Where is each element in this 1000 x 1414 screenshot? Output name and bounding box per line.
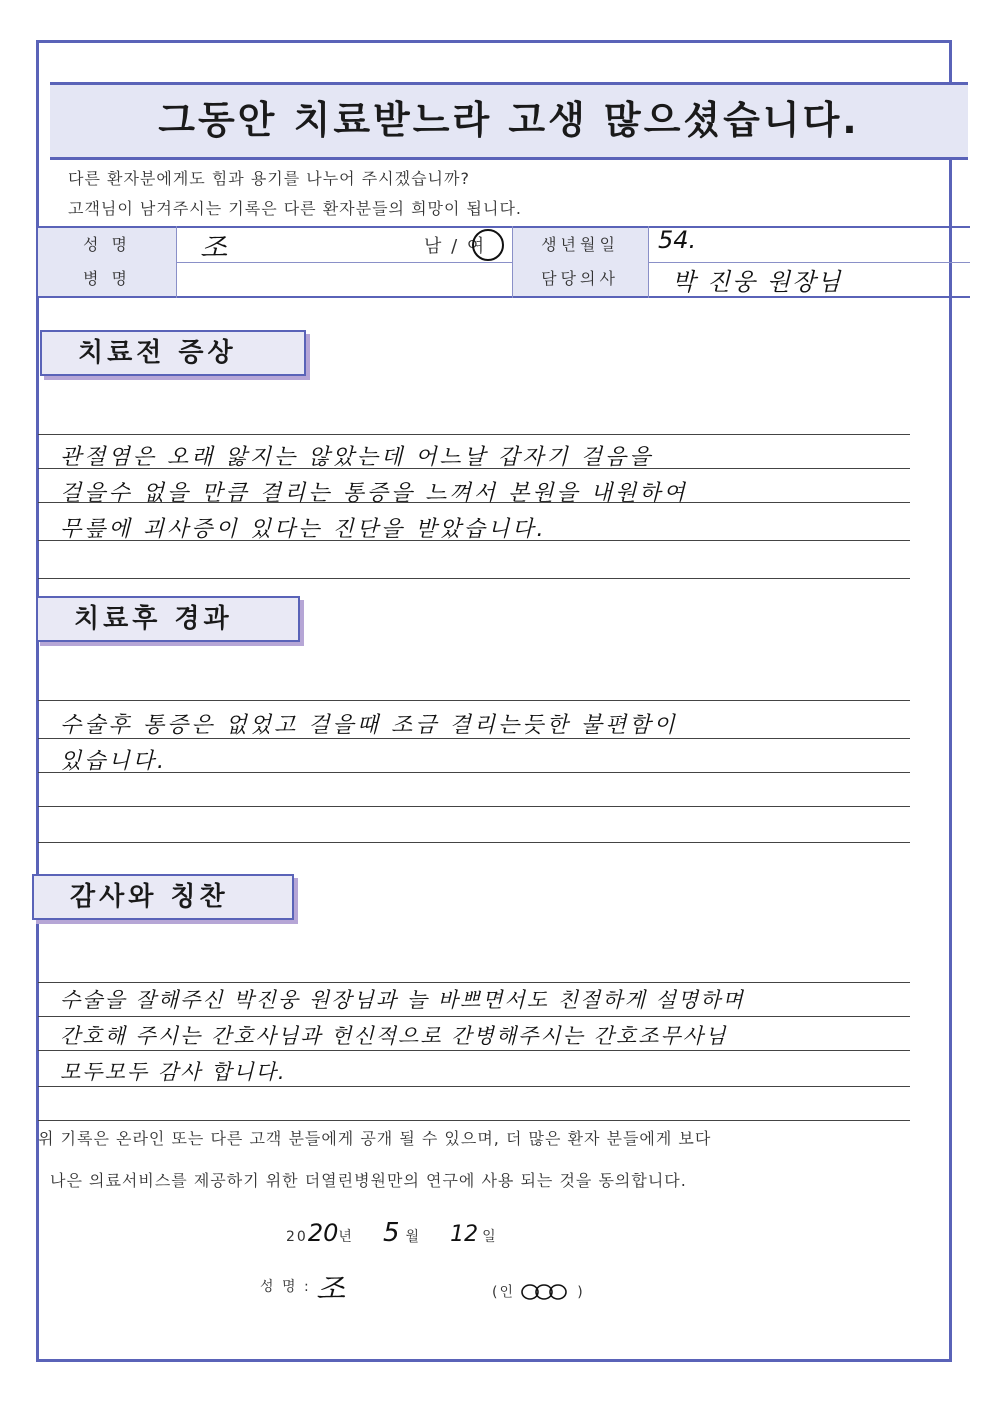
date-month-field[interactable]: 5 <box>383 1218 400 1248</box>
section-title-thanks: 감사와 칭찬 <box>32 874 294 920</box>
thanks-line-1: 수술을 잘해주신 박진웅 원장님과 늘 바쁘면서도 친절하게 설명하며 <box>60 988 745 1012</box>
consent-line-2: 나은 의료서비스를 제공하기 위한 더열린병원만의 연구에 사용 되는 것을 동의합니다. <box>50 1171 687 1190</box>
intro-line-1: 다른 환자분에게도 힘과 용기를 나누어 주시겠습니까? <box>68 169 470 188</box>
date-year-prefix: 20 <box>286 1229 308 1245</box>
after-line-1: 수술후 통증은 없었고 걸을때 조금 결리는듯한 불편함이 <box>60 713 678 738</box>
signature-label: 성 명 : <box>260 1279 311 1295</box>
signature-name-field[interactable]: 조 <box>316 1272 345 1307</box>
seal-scribble-icon <box>520 1280 572 1304</box>
section-title-before: 치료전 증상 <box>40 330 306 376</box>
section-title-after: 치료후 경과 <box>36 596 300 642</box>
date-day-field[interactable]: 12 <box>450 1222 479 1247</box>
consent-line-1: 위 기록은 온라인 또는 다른 고객 분들에게 공개 될 수 있으며, 더 많은 환자 분들에게 보다 <box>38 1129 712 1148</box>
name-label: 성 명 <box>38 228 176 262</box>
page-title: 그동안 치료받느라 고생 많으셨습니다. <box>158 98 860 142</box>
before-line-2: 걸을수 없을 만큼 결리는 통증을 느껴서 본원을 내원하여 <box>60 481 688 506</box>
disease-label: 병 명 <box>38 262 176 296</box>
thanks-line-3: 모두모두 감사 합니다. <box>60 1060 287 1084</box>
gender-options[interactable]: 남 / 여 <box>424 236 487 257</box>
doctor-field[interactable]: 박 진웅 원장님 <box>672 268 843 296</box>
seal-area[interactable] <box>492 1280 585 1304</box>
intro-line-2: 고객님이 남겨주시는 기록은 다른 환자분들의 희망이 됩니다. <box>68 199 523 218</box>
doctor-label: 담당의사 <box>512 262 648 296</box>
after-line-2: 있습니다. <box>60 749 168 774</box>
before-line-1: 관절염은 오래 앓지는 않았는데 어느날 갑자기 걸음을 <box>60 445 654 470</box>
gender-circle-mark <box>472 229 504 261</box>
seal-open-label: (인 <box>492 1284 515 1301</box>
date-row <box>286 1218 498 1248</box>
date-year-field[interactable]: 20 <box>307 1219 339 1247</box>
before-line-3: 무릎에 괴사증이 있다는 진단을 받았습니다. <box>60 517 547 542</box>
birth-field[interactable]: 54. <box>658 226 697 254</box>
name-field[interactable]: 조 <box>200 231 228 264</box>
date-month-unit: 월 <box>405 1229 422 1245</box>
seal-close-label: ) <box>577 1284 585 1301</box>
date-day-unit: 일 <box>482 1229 498 1245</box>
birth-label: 생년월일 <box>512 228 648 262</box>
date-year-unit: 년 <box>338 1229 354 1245</box>
thanks-line-2: 간호해 주시는 간호사님과 헌신적으로 간병해주시는 간호조무사님 <box>60 1024 728 1048</box>
